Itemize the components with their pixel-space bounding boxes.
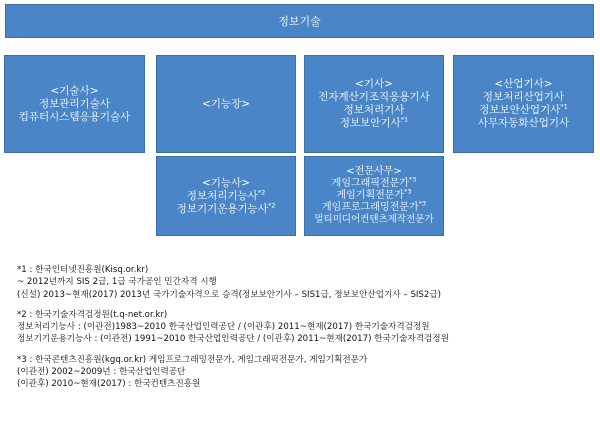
root-node-title: 정보기술	[278, 14, 321, 28]
node-item-text: 게임프로그래밍전문가	[322, 202, 419, 213]
node-item	[187, 190, 265, 203]
footnote-mark: *1	[560, 102, 568, 111]
node-master-craftsman	[156, 55, 296, 153]
node-heading: <기능사>	[201, 176, 251, 189]
node-item: 전자계산기조직응용기사	[318, 91, 430, 103]
footnote-mark: *3	[404, 187, 412, 196]
node-professional-office	[304, 156, 444, 236]
footnote-3-line: (이관후) 2010~현재(2017) : 한국컨텐츠진흥원	[17, 379, 201, 390]
node-item: 멀티미디어컨텐츠제작전문가	[314, 214, 434, 225]
node-heading: <기사>	[355, 78, 393, 90]
node-heading: <산업기사>	[494, 78, 553, 90]
node-item: 사무자동화산업기사	[477, 117, 570, 129]
node-heading: <기능장>	[201, 97, 251, 110]
footnote-3-title: *3 : 한국콘텐츠진흥원(kgq.or.kr) 게임프로그래밍전문가, 게임그래픽전문가, 게임기획전문가	[17, 354, 368, 365]
footnote-1-line: ~ 2012년까지 SIS 2급, 1급 국가공인 민간자격 시행	[17, 277, 217, 288]
node-item: 정보처리산업기사	[482, 91, 565, 103]
node-item-text: 게임그래픽전문가	[331, 178, 409, 189]
node-item: 컴퓨터시스템응용기술사	[18, 110, 131, 123]
footnotes	[17, 264, 592, 391]
footnote-1-title: *1 : 한국인터넷진흥원(Kisq.or.kr)	[17, 265, 149, 275]
footnote-2-line: 정보처리기능사 : (이관전)1983~2010 한국산업인력공단 / (이관후) 2011~현재(2017) 한국기술자격검정원	[17, 322, 430, 333]
node-item	[340, 117, 408, 130]
footnote-mark: *2	[257, 188, 266, 196]
node-item-text: 게임기획전문가	[336, 190, 405, 201]
node-heading: <전문사무>	[346, 166, 402, 177]
footnote-mark: *2	[267, 201, 276, 209]
footnote-1-line: (신설) 2013~현재(2017) 2013년 국가기술자격으로 승격(정보보안기사 – SIS1급, 정보보안산업기사 – SIS2급)	[17, 289, 442, 300]
node-item: 정보관리기술사	[38, 97, 110, 110]
footnote-mark: *3	[418, 199, 426, 208]
node-industrial-engineer	[453, 55, 594, 153]
node-item-text: 정보기기운용기능사	[176, 202, 268, 215]
node-heading: <기술사>	[50, 84, 99, 97]
spacer	[17, 346, 592, 354]
footnote-2-line: 정보기기운용기능사 : (이관전) 1991~2010 한국산업인력공단 / (이관후) 2011~현재(2017) 한국기술자격검정원	[17, 334, 449, 345]
node-item	[479, 104, 568, 117]
node-item	[336, 187, 412, 202]
node-item-text: 정보처리기능사	[186, 189, 258, 202]
footnote-mark: *1	[400, 115, 409, 124]
node-item-text: 정보보안기사	[339, 117, 401, 129]
node-engineer	[304, 55, 444, 153]
node-item	[322, 199, 426, 214]
node-craftsman	[156, 156, 296, 236]
root-node-information-technology	[5, 4, 594, 38]
footnote-2-title: *2 : 한국기술자격검정원(t.q-net.or.kr)	[17, 309, 168, 320]
spacer	[17, 301, 592, 309]
footnote-mark: *3	[408, 175, 417, 184]
node-item	[177, 203, 276, 216]
node-professional-engineer	[4, 55, 145, 153]
footnote-3-line: (이관전) 2002~2009년 : 한국산업인력공단	[17, 367, 186, 378]
node-item: 정보처리기사	[343, 104, 405, 116]
node-item-text: 정보보안산업기사	[479, 104, 561, 116]
